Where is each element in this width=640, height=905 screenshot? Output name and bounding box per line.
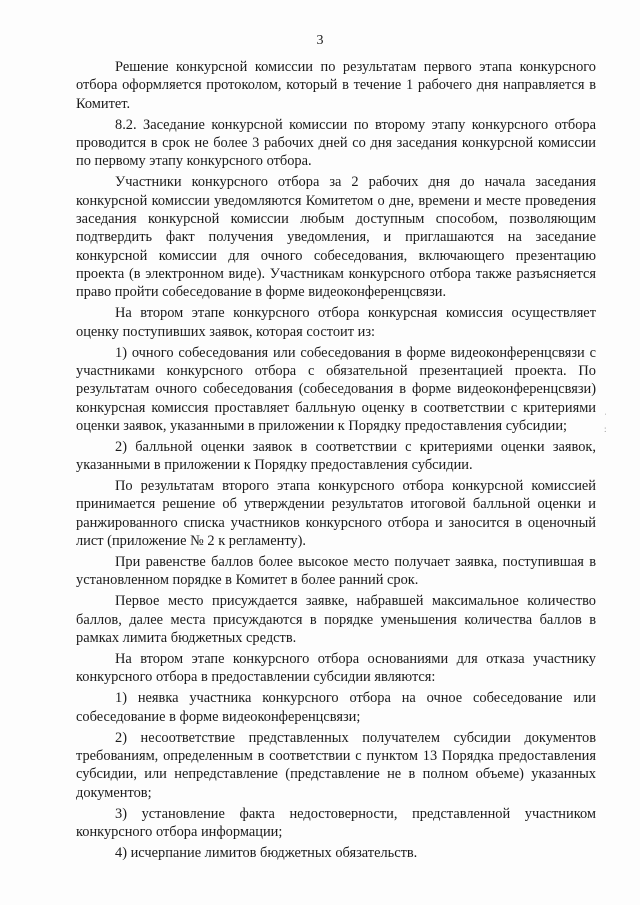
paragraph-refusal-grounds: На втором этапе конкурсного отбора основаниями для отказа участнику конкурсного отбора в предоставлении субсидии являются: bbox=[76, 651, 596, 686]
paragraph-second-stage-results: По результатам второго этапа конкурсного отбора конкурсной комиссией принимается решение об утверждении результатов итоговой балльной оценки и ранжированного списка участников конкурсного отбора и заносится в оценочный лист (приложение № 2 к регламенту). bbox=[76, 478, 596, 550]
paragraph-refusal-item-2: 2) несоответствие представленных получателем субсидии документов требованиям, определенным в соответствии с пунктом 13 Порядка предоставления субсидии, или непредставление (представление не в полном объеме) указанных документов; bbox=[76, 729, 596, 801]
paragraph-equal-score-rule: При равенстве баллов более высокое место получает заявка, поступившая в установленном порядке в Комитет в более ранний срок. bbox=[76, 554, 596, 589]
paragraph-first-place-rule: Первое место присуждается заявке, набравшей максимальное количество баллов, далее места присуждаются в порядке уменьшения количества баллов в рамках лимита бюджетных средств. bbox=[76, 593, 596, 647]
paragraph-refusal-item-4: 4) исчерпание лимитов бюджетных обязательств. bbox=[115, 844, 418, 861]
scan-margin-mark: ˌ bbox=[604, 405, 607, 415]
page-number: 3 bbox=[316, 33, 324, 48]
paragraph-second-stage-assessment: На втором этапе конкурсного отбора конкурсная комиссия осуществляет оценку поступивших заявок, которая состоит из: bbox=[76, 305, 596, 340]
paragraph-8-2-second-stage-meeting: 8.2. Заседание конкурсной комиссии по второму этапу конкурсного отбора проводится в срок не более 3 рабочих дней со дня заседания конкурсной комиссии по первому этапу конкурсного отбора. bbox=[76, 116, 596, 170]
scan-margin-mark: : bbox=[604, 424, 607, 434]
paragraph-commission-decision: Решение конкурсной комиссии по результатам первого этапа конкурсного отбора оформляется протоколом, который в течение 1 рабочего дня направляется в Комитет. bbox=[76, 59, 596, 112]
paragraph-refusal-item-3: 3) установление факта недостоверности, представленной участником конкурсного отбора информации; bbox=[76, 805, 596, 840]
paragraph-scoring-item-2: 2) балльной оценки заявок в соответствии с критериями оценки заявок, указанными в приложении к Порядку предоставления субсидии. bbox=[76, 438, 596, 474]
paragraph-interview-item-1: 1) очного собеседования или собеседования в форме видеоконференцсвязи с участниками конкурсного отбора с обязательной презентацией проекта. По результатам очного собеседования (собеседования в форме видеоконференцсвязи) конкурсная комиссия проставляет балльную оценку в соответствии с критериями оценки заявок, указанными в приложении к Порядку предоставления субсидии; bbox=[76, 344, 596, 434]
paragraph-refusal-item-1: 1) неявка участника конкурсного отбора на очное собеседование или собеседование в форме видеоконференцсвязи; bbox=[76, 690, 596, 725]
document-body bbox=[76, 58, 596, 862]
paragraph-participant-notification: Участники конкурсного отбора за 2 рабочих дня до начала заседания конкурсной комиссии уведомляются Комитетом о дне, времени и месте проведения заседания конкурсной комиссии любым доступным способом, позволяющим подтвердить факт получения уведомления, и приглашаются на заседание конкурсной комиссии для очного собеседования, включающего презентацию проекта (в электронном виде). Участникам конкурсного отбора также разъясняется право пройти собеседование в форме видеоконференцсвязи. bbox=[76, 174, 596, 301]
